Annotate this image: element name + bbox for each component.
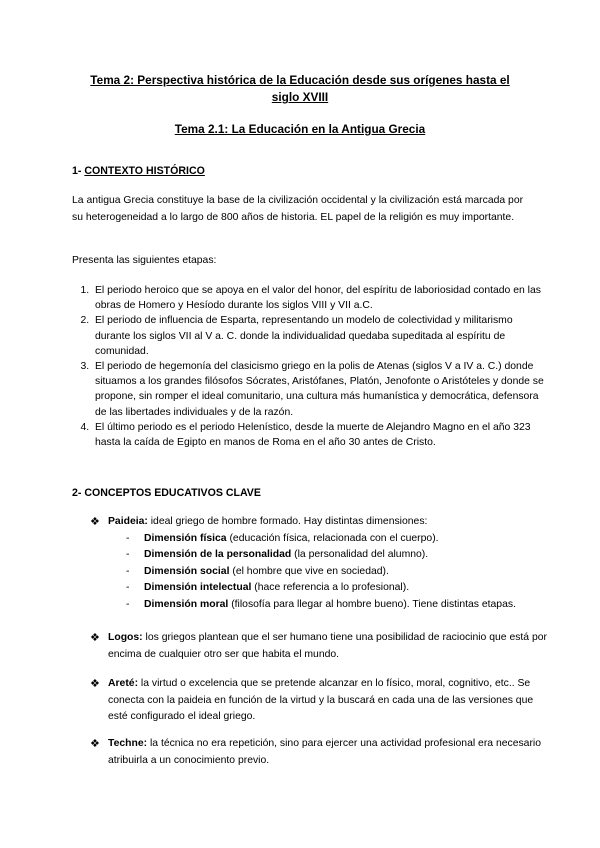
techne-text: la técnica no era repetición, sino para ejercer una actividad profesional era necesario atribuirla a un conocimiento previo. <box>108 738 541 766</box>
dimension-item <box>126 564 548 581</box>
dimension-text: (el hombre que vive en sociedad). <box>229 565 389 577</box>
arete-term: Areté: <box>108 678 139 689</box>
section1-intro: La antigua Grecia constituye la base de la civilización occidental y la civilización está marcada por su heterogeneidad a lo largo de 800 años de historia. EL papel de la religión es muy importante. <box>72 195 524 223</box>
dimension-item <box>126 580 548 597</box>
stage-item-3: 3. El periodo de hegemonía del clasicismo griego en la polis de Atenas (siglos V a IV a. C.) donde situamos a los grandes filósofos Sócrates, Aristófanes, Platón, Jenofonte o Aristóteles y donde se propone, sin romper el ideal comunitario, una cultura más humanística y democrática, defensora de las libertades individuales y de la razón. <box>92 359 548 420</box>
dimensions-list <box>108 531 548 614</box>
dimension-term: Dimensión intelectual <box>144 582 252 593</box>
dimension-text: (educación física, relacionada con el cuerpo). <box>226 532 439 544</box>
dash-bullet-icon: - <box>126 582 130 593</box>
diamond-bullet-icon: ❖ <box>90 632 100 644</box>
concept-paideia <box>90 514 548 613</box>
dimension-item <box>126 547 548 564</box>
dimension-term: Dimensión social <box>144 565 230 577</box>
stages-intro: Presenta las siguientes etapas: <box>72 255 217 266</box>
diamond-bullet-icon: ❖ <box>90 678 100 690</box>
dash-bullet-icon: - <box>126 549 130 560</box>
stages-list <box>72 283 548 450</box>
section1-title: CONTEXTO HISTÓRICO <box>84 165 205 177</box>
concept-techne <box>90 736 548 769</box>
dash-bullet-icon: - <box>126 532 130 544</box>
stage-item-2: 2. El periodo de influencia de Esparta, representando un modelo de colectividad y militarismo durante los siglos VII al V a. C. donde la individualidad quedaba supeditada al espíritu de comunidad. <box>92 313 548 359</box>
dimension-term: Dimensión física <box>144 532 227 544</box>
dash-bullet-icon: - <box>126 598 130 610</box>
dimension-text: (hace referencia a lo profesional). <box>251 582 410 593</box>
subtema-title: Tema 2.1: La Educación en la Antigua Grecia <box>174 122 426 136</box>
concept-arete <box>90 676 548 726</box>
logos-text: los griegos plantean que el ser humano tiene una posibilidad de raciocinio que está por encima de cualquier otro ser que habita el mundo. <box>108 632 547 660</box>
dimension-text: (filosofía para llegar al hombre bueno). Tiene distintas etapas. <box>228 598 516 610</box>
section1-number: 1- <box>72 165 82 177</box>
concept-logos <box>90 630 548 663</box>
dimension-term: Dimensión moral <box>144 598 229 610</box>
dimension-text: (la personalidad del alumno). <box>291 549 429 560</box>
techne-term: Techne: <box>108 738 148 749</box>
paideia-text: ideal griego de hombre formado. Hay distintas dimensiones: <box>147 516 428 527</box>
tema-title: Tema 2: Perspectiva histórica de la Educación desde sus orígenes hasta el siglo XVIII <box>90 73 510 104</box>
dimension-item <box>126 531 548 548</box>
dimension-term: Dimensión de la personalidad <box>144 549 292 560</box>
diamond-bullet-icon: ❖ <box>90 516 100 528</box>
stage-item-1: 1. El periodo heroico que se apoya en el valor del honor, del espíritu de laboriosidad contado en las obras de Homero y Hesíodo durante los siglos VIII y VII a.C. <box>92 283 548 313</box>
section1-heading <box>72 165 205 177</box>
diamond-bullet-icon: ❖ <box>90 738 100 750</box>
section2-heading: 2- CONCEPTOS EDUCATIVOS CLAVE <box>72 487 261 499</box>
dash-bullet-icon: - <box>126 565 130 577</box>
logos-term: Logos: <box>108 632 143 643</box>
paideia-term: Paideia: <box>108 516 148 527</box>
stage-item-4: 4. El último periodo es el periodo Helenístico, desde la muerte de Alejandro Magno en el año 323 hasta la caída de Egipto en manos de Roma en el año 30 antes de Cristo. <box>92 420 548 450</box>
dimension-item <box>126 597 548 614</box>
arete-text: la virtud o excelencia que se pretende alcanzar en lo físico, moral, cognitivo, etc.. Se conecta con la paideia en función de la virtud y la buscará en cada una de las versiones que esté configurado el ideal griego. <box>108 678 534 722</box>
